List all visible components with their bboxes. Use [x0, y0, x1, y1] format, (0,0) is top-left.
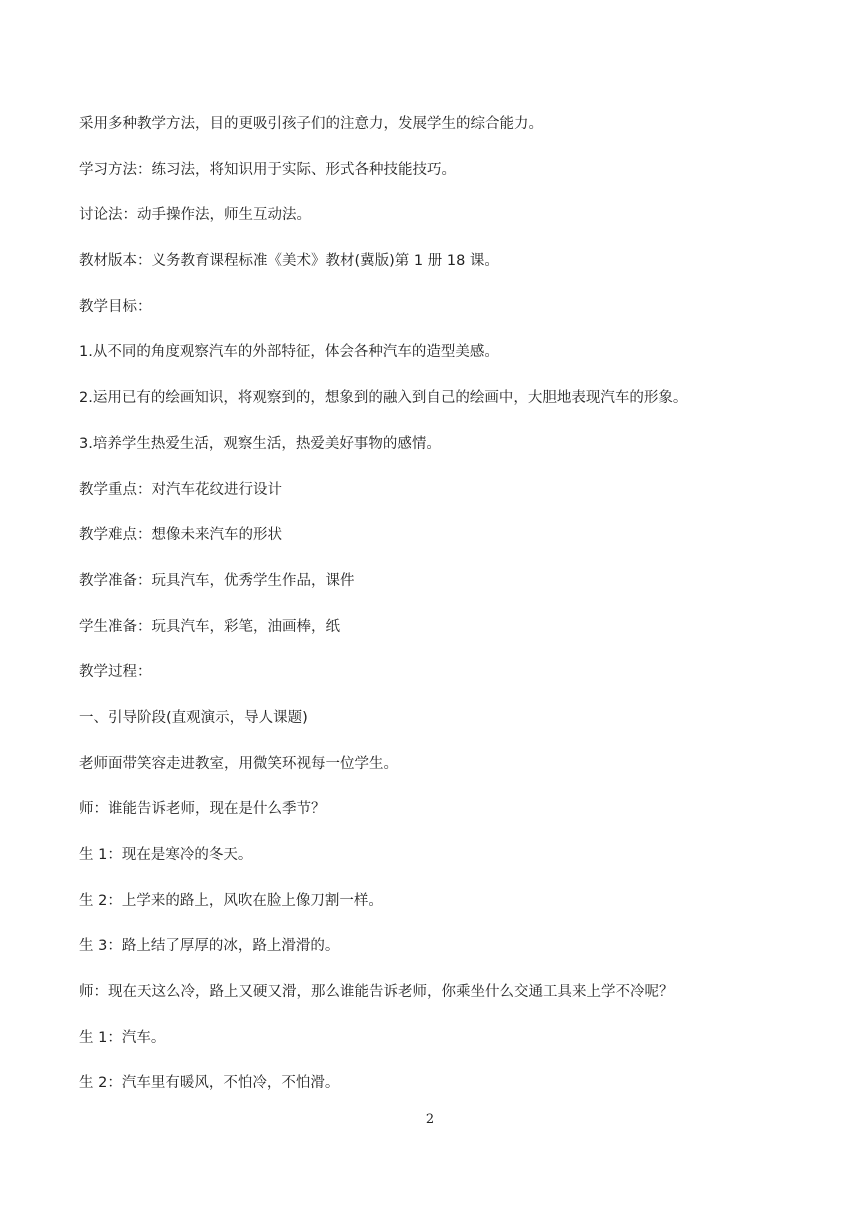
paragraph-stage-one-heading: 一、引导阶段(直观演示，导人课题)	[79, 709, 308, 726]
paragraph-teacher-enters: 老师面带笑容走进教室，用微笑环视每一位学生。	[79, 755, 398, 772]
paragraph-learning-methods: 学习方法：练习法，将知识用于实际、形式各种技能技巧。	[79, 161, 456, 178]
paragraph-goal-1: 1.从不同的角度观察汽车的外部特征，体会各种汽车的造型美感。	[79, 344, 499, 361]
paragraph-teaching-goals-heading: 教学目标：	[79, 298, 152, 315]
dialogue-line: 师：谁能告诉老师，现在是什么季节？	[79, 801, 326, 818]
paragraph-teacher-preparation: 教学准备：玩具汽车，优秀学生作品，课件	[79, 572, 355, 589]
dialogue-line: 生 2：汽车里有暖风，不怕冷，不怕滑。	[79, 1075, 340, 1092]
paragraph-teaching-methods: 采用多种教学方法，目的更吸引孩子们的注意力，发展学生的综合能力。	[79, 116, 543, 132]
paragraph-goal-2: 2.运用已有的绘画知识，将观察到的，想象到的融入到自己的绘画中，大胆地表现汽车的形象。	[79, 390, 688, 407]
paragraph-student-preparation: 学生准备：玩具汽车，彩笔，油画棒，纸	[79, 618, 340, 635]
dialogue-line: 师：现在天这么冷，路上又硬又滑，那么谁能告诉老师，你乘坐什么交通工具来上学不冷呢？	[79, 984, 674, 1001]
dialogue-line: 生 3：路上结了厚厚的冰，路上滑滑的。	[79, 938, 340, 955]
paragraph-key-point: 教学重点：对汽车花纹进行设计	[79, 481, 282, 498]
page-number: 2	[425, 1112, 435, 1127]
dialogue-line: 生 2：上学来的路上，风吹在脸上像刀割一样。	[79, 892, 383, 909]
document-body	[79, 114, 779, 1119]
paragraph-discussion-method: 讨论法：动手操作法，师生互动法。	[79, 207, 311, 224]
paragraph-process-heading: 教学过程：	[79, 664, 152, 681]
dialogue-line: 生 1：汽车。	[79, 1029, 166, 1046]
dialogue-line: 生 1：现在是寒冷的冬天。	[79, 847, 253, 863]
paragraph-textbook-version: 教材版本：义务教育课程标准《美术》教材(冀版)第 1 册 18 课。	[79, 253, 499, 270]
paragraph-difficult-point: 教学难点：想像未来汽车的形状	[79, 527, 282, 544]
paragraph-goal-3: 3.培养学生热爱生活，观察生活，热爱美好事物的感情。	[79, 435, 441, 452]
